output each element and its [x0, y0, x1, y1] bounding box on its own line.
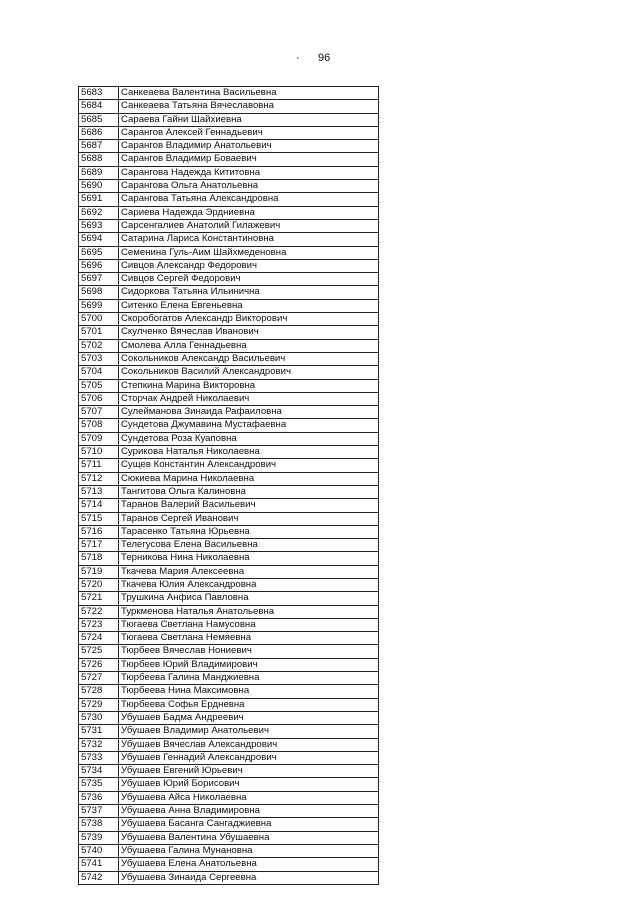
table-row	[79, 406, 379, 419]
table-row	[79, 818, 379, 831]
row-number: 5695	[79, 246, 119, 259]
table-row	[79, 805, 379, 818]
row-number: 5701	[79, 326, 119, 339]
row-number: 5723	[79, 618, 119, 631]
row-full-name: Сурикова Наталья Николаевна	[119, 446, 379, 459]
row-full-name: Тангитова Ольга Калиновна	[119, 485, 379, 498]
row-full-name: Тарасенко Татьяна Юрьевна	[119, 525, 379, 538]
row-full-name: Сущев Константин Александрович	[119, 459, 379, 472]
table-row	[79, 366, 379, 379]
row-number: 5697	[79, 273, 119, 286]
row-full-name: Степкина Марина Викторовна	[119, 379, 379, 392]
row-number: 5714	[79, 499, 119, 512]
table-row	[79, 392, 379, 405]
row-number: 5700	[79, 313, 119, 326]
table-row	[79, 658, 379, 671]
row-full-name: Убушаев Юрий Борисович	[119, 778, 379, 791]
row-number: 5715	[79, 512, 119, 525]
table-row	[79, 512, 379, 525]
table-row	[79, 352, 379, 365]
row-number: 5736	[79, 791, 119, 804]
row-full-name: Семенина Гуль-Аим Шайхмеденовна	[119, 246, 379, 259]
row-full-name: Тюрбеева Нина Максимовна	[119, 685, 379, 698]
name-list-body	[79, 87, 379, 885]
row-full-name: Сундетова Роза Куаповна	[119, 432, 379, 445]
row-number: 5709	[79, 432, 119, 445]
table-row	[79, 592, 379, 605]
row-number: 5706	[79, 392, 119, 405]
row-full-name: Туркменова Наталья Анатольевна	[119, 605, 379, 618]
row-full-name: Убушаева Анна Владимировна	[119, 805, 379, 818]
table-row	[79, 166, 379, 179]
row-full-name: Сидоркова Татьяна Ильинична	[119, 286, 379, 299]
table-row	[79, 246, 379, 259]
table-row	[79, 259, 379, 272]
table-row	[79, 299, 379, 312]
row-full-name: Сарангова Надежда Кититовна	[119, 166, 379, 179]
row-number: 5698	[79, 286, 119, 299]
name-list-table	[78, 86, 379, 885]
table-row	[79, 552, 379, 565]
table-row	[79, 126, 379, 139]
table-row	[79, 632, 379, 645]
table-row	[79, 685, 379, 698]
row-number: 5683	[79, 87, 119, 100]
table-row	[79, 419, 379, 432]
row-full-name: Убушаев Владимир Анатольевич	[119, 725, 379, 738]
row-number: 5737	[79, 805, 119, 818]
table-row	[79, 578, 379, 591]
row-number: 5690	[79, 180, 119, 193]
table-row	[79, 472, 379, 485]
row-number: 5711	[79, 459, 119, 472]
table-row	[79, 339, 379, 352]
row-full-name: Сивцов Сергей Федорович	[119, 273, 379, 286]
row-number: 5693	[79, 219, 119, 232]
row-number: 5725	[79, 645, 119, 658]
table-row	[79, 672, 379, 685]
row-number: 5692	[79, 206, 119, 219]
row-number: 5696	[79, 259, 119, 272]
row-full-name: Скоробогатов Александр Викторович	[119, 313, 379, 326]
row-full-name: Убушаева Галина Мунановна	[119, 844, 379, 857]
row-full-name: Убушаева Басанга Сангаджиевна	[119, 818, 379, 831]
table-row	[79, 153, 379, 166]
row-full-name: Тюрбеев Юрий Владимирович	[119, 658, 379, 671]
row-full-name: Санкеаева Татьяна Вячеславовна	[119, 100, 379, 113]
row-full-name: Сарангов Владимир Боваевич	[119, 153, 379, 166]
row-full-name: Тюрбеева Галина Манджиевна	[119, 672, 379, 685]
row-number: 5686	[79, 126, 119, 139]
row-full-name: Сарангова Ольга Анатольевна	[119, 180, 379, 193]
row-number: 5702	[79, 339, 119, 352]
row-number: 5689	[79, 166, 119, 179]
row-number: 5704	[79, 366, 119, 379]
table-row	[79, 499, 379, 512]
row-number: 5731	[79, 725, 119, 738]
row-full-name: Сарангов Владимир Анатольевич	[119, 140, 379, 153]
table-row	[79, 858, 379, 871]
row-number: 5739	[79, 831, 119, 844]
row-number: 5738	[79, 818, 119, 831]
row-number: 5735	[79, 778, 119, 791]
row-number: 5688	[79, 153, 119, 166]
row-full-name: Таранов Сергей Иванович	[119, 512, 379, 525]
row-number: 5705	[79, 379, 119, 392]
row-full-name: Трушкина Анфиса Павловна	[119, 592, 379, 605]
table-row	[79, 459, 379, 472]
row-number: 5694	[79, 233, 119, 246]
table-row	[79, 206, 379, 219]
page-number: 96	[318, 52, 331, 64]
row-full-name: Сундетова Джумавина Мустафаевна	[119, 419, 379, 432]
row-full-name: Сокольников Василий Александрович	[119, 366, 379, 379]
row-number: 5684	[79, 100, 119, 113]
table-row	[79, 219, 379, 232]
row-number: 5699	[79, 299, 119, 312]
row-number: 5687	[79, 140, 119, 153]
table-row	[79, 432, 379, 445]
table-row	[79, 87, 379, 100]
table-row	[79, 791, 379, 804]
row-number: 5717	[79, 539, 119, 552]
table-row	[79, 113, 379, 126]
table-row	[79, 193, 379, 206]
row-number: 5707	[79, 406, 119, 419]
row-number: 5727	[79, 672, 119, 685]
row-number: 5685	[79, 113, 119, 126]
table-row	[79, 738, 379, 751]
row-full-name: Убушаев Евгений Юрьевич	[119, 765, 379, 778]
table-row	[79, 645, 379, 658]
row-full-name: Сулейманова Зинаида Рафаиловна	[119, 406, 379, 419]
table-row	[79, 605, 379, 618]
table-row	[79, 871, 379, 884]
row-number: 5708	[79, 419, 119, 432]
row-number: 5741	[79, 858, 119, 871]
row-full-name: Убушаева Зинаида Сергеевна	[119, 871, 379, 884]
row-full-name: Таранов Валерий Васильевич	[119, 499, 379, 512]
row-full-name: Сокольников Александр Васильевич	[119, 352, 379, 365]
table-row	[79, 539, 379, 552]
table-row	[79, 525, 379, 538]
table-row	[79, 326, 379, 339]
row-full-name: Сарангов Алексей Геннадьевич	[119, 126, 379, 139]
row-full-name: Санкеаева Валентина Васильевна	[119, 87, 379, 100]
row-full-name: Убушаев Вячеслав Александрович	[119, 738, 379, 751]
row-full-name: Тюрбеев Вячеслав Нониевич	[119, 645, 379, 658]
row-full-name: Сарангова Татьяна Александровна	[119, 193, 379, 206]
row-full-name: Терникова Нина Николаевна	[119, 552, 379, 565]
table-row	[79, 618, 379, 631]
table-row	[79, 100, 379, 113]
row-full-name: Сарсенгалиев Анатолий Гилажевич	[119, 219, 379, 232]
row-number: 5716	[79, 525, 119, 538]
table-row	[79, 180, 379, 193]
table-row	[79, 140, 379, 153]
table-row	[79, 313, 379, 326]
table-row	[79, 711, 379, 724]
row-full-name: Убушаева Айса Николаевна	[119, 791, 379, 804]
table-row	[79, 286, 379, 299]
row-full-name: Сивцов Александр Федорович	[119, 259, 379, 272]
row-number: 5730	[79, 711, 119, 724]
row-full-name: Сариева Надежда Эрдниевна	[119, 206, 379, 219]
row-number: 5710	[79, 446, 119, 459]
row-full-name: Убушаева Елена Анатольевна	[119, 858, 379, 871]
row-full-name: Убушаев Геннадий Александрович	[119, 751, 379, 764]
table-row	[79, 565, 379, 578]
row-number: 5724	[79, 632, 119, 645]
row-full-name: Тюрбеева Софья Ердневна	[119, 698, 379, 711]
row-full-name: Сатарина Лариса Константиновна	[119, 233, 379, 246]
table-row	[79, 765, 379, 778]
row-full-name: Ткачева Мария Алексеевна	[119, 565, 379, 578]
table-row	[79, 273, 379, 286]
table-row	[79, 778, 379, 791]
row-full-name: Сараева Гайни Шайхиевна	[119, 113, 379, 126]
row-number: 5732	[79, 738, 119, 751]
table-row	[79, 485, 379, 498]
row-full-name: Ткачева Юлия Александровна	[119, 578, 379, 591]
row-number: 5742	[79, 871, 119, 884]
row-number: 5734	[79, 765, 119, 778]
row-number: 5726	[79, 658, 119, 671]
table-row	[79, 725, 379, 738]
row-number: 5733	[79, 751, 119, 764]
row-number: 5721	[79, 592, 119, 605]
row-number: 5740	[79, 844, 119, 857]
row-number: 5719	[79, 565, 119, 578]
row-number: 5713	[79, 485, 119, 498]
row-full-name: Тюгаева Светлана Немяевна	[119, 632, 379, 645]
row-number: 5703	[79, 352, 119, 365]
row-number: 5722	[79, 605, 119, 618]
row-full-name: Сюкиева Марина Николаевна	[119, 472, 379, 485]
table-row	[79, 831, 379, 844]
row-full-name: Сторчак Андрей Николаевич	[119, 392, 379, 405]
row-full-name: Убушаева Валентина Убушаевна	[119, 831, 379, 844]
page-dot: ·	[296, 52, 300, 64]
table-row	[79, 446, 379, 459]
table-row	[79, 379, 379, 392]
row-number: 5712	[79, 472, 119, 485]
row-full-name: Убушаев Бадма Андреевич	[119, 711, 379, 724]
row-number: 5720	[79, 578, 119, 591]
row-full-name: Смолева Алла Геннадьевна	[119, 339, 379, 352]
row-number: 5728	[79, 685, 119, 698]
row-number: 5691	[79, 193, 119, 206]
row-full-name: Телегусова Елена Васильевна	[119, 539, 379, 552]
table-row	[79, 698, 379, 711]
row-full-name: Тюгаева Светлана Намусовна	[119, 618, 379, 631]
table-row	[79, 844, 379, 857]
row-number: 5729	[79, 698, 119, 711]
row-number: 5718	[79, 552, 119, 565]
row-full-name: Скулченко Вячеслав Иванович	[119, 326, 379, 339]
row-full-name: Ситенко Елена Евгеньевна	[119, 299, 379, 312]
table-row	[79, 751, 379, 764]
table-row	[79, 233, 379, 246]
